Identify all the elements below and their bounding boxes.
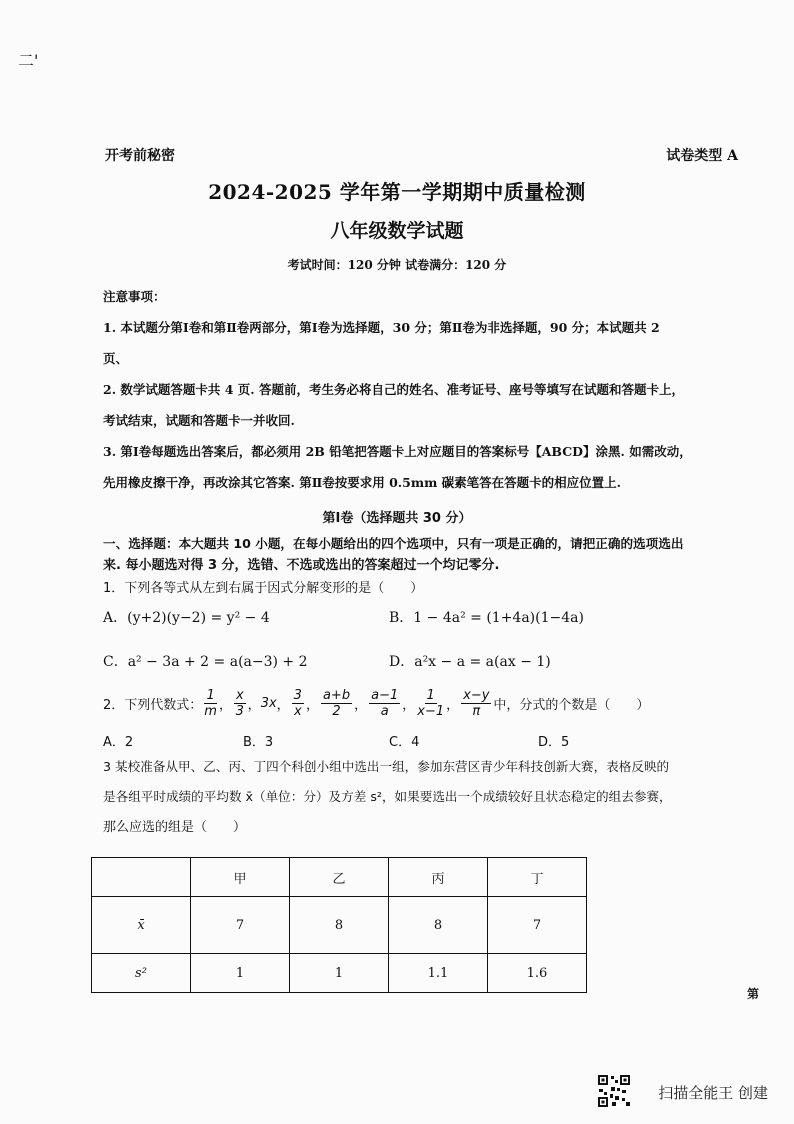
note-line: 2. 数学试题答题卡共 4 页. 答题前，考生务必将自己的姓名、准考证号、座号等填写在试题和答题卡上，	[103, 382, 685, 397]
fraction-denominator: 2	[332, 704, 341, 719]
fraction-numerator: 1	[206, 688, 215, 703]
exam-subtitle: 八年级数学试题	[330, 220, 464, 242]
note-line: 3. 第Ⅰ卷每题选出答案后，都必须用 2B 铅笔把答题卡上对应题目的答案标号【ABCD】涂黑. 如需改动，	[103, 444, 692, 459]
q2-option-a: A．2	[103, 735, 134, 750]
q3-stats-table	[91, 857, 587, 993]
fraction-numerator: x	[235, 688, 244, 703]
fraction-7	[461, 688, 491, 719]
table-header-cell: 丁	[488, 858, 587, 897]
table-cell: 8	[389, 897, 488, 954]
table-cell: 1	[290, 954, 389, 993]
table-cell: 1	[191, 954, 290, 993]
fraction-denominator: π	[472, 704, 481, 719]
fraction-2	[234, 688, 246, 719]
q3-line2: 是各组平时成绩的平均数 x̄（单位：分）及方差 s²，如果要选出一个成绩较好且状态稳定的组去参赛，	[103, 789, 672, 804]
note-line: 1. 本试题分第Ⅰ卷和第Ⅱ卷两部分，第Ⅰ卷为选择题，30 分；第Ⅱ卷为非选择题，90 分；本试题共 2	[103, 320, 660, 335]
paper-type-label: 试卷类型 A	[666, 148, 738, 164]
fraction-denominator: x−1	[417, 704, 445, 719]
table-cell: s²	[92, 954, 191, 993]
q2-option-d: D．5	[538, 735, 570, 750]
q2-option-b: B．3	[243, 735, 274, 750]
table-header-row	[92, 858, 587, 897]
scanner-watermark: 扫描全能王 创建	[658, 1084, 768, 1102]
fraction-5	[369, 688, 400, 719]
notes-heading: 注意事项：	[103, 289, 166, 304]
table-cell: 1.1	[389, 954, 488, 993]
q1-option-a: A．(y+2)(y−2) = y² − 4	[103, 610, 270, 626]
note-line: 页、	[103, 351, 129, 366]
table-header-cell: 甲	[191, 858, 290, 897]
fraction-denominator: m	[204, 704, 217, 719]
q1-stem: 1．下列各等式从左到右属于因式分解变形的是（ ）	[103, 581, 424, 596]
fraction-1	[204, 688, 217, 719]
q1-option-c: C．a² − 3a + 2 = a(a−3) + 2	[103, 654, 308, 670]
part1-title: 第Ⅰ卷（选择题共 30 分）	[322, 511, 472, 526]
table-header-cell	[92, 858, 191, 897]
corner-mark: 二'	[18, 51, 39, 70]
table-cell: 7	[191, 897, 290, 954]
table-row	[92, 897, 587, 954]
fraction-numerator: 1	[426, 688, 435, 703]
q2-suffix: 中，分式的个数是（ ）	[493, 698, 650, 713]
q3-line3: 那么应选的组是（ ）	[103, 820, 247, 835]
table-cell: 1.6	[488, 954, 587, 993]
note-line: 考试结束，试题和答题卡一并收回.	[103, 413, 295, 428]
table-header-cell: 丙	[389, 858, 488, 897]
q1-option-d: D．a²x − a = a(ax − 1)	[389, 654, 551, 670]
note-line: 先用橡皮擦干净，再改涂其它答案. 第Ⅱ卷按要求用 0.5mm 碳素笔答在答题卡的相应位置上.	[103, 475, 621, 490]
fraction-numerator: a+b	[322, 688, 351, 703]
section1-line1: 一、选择题：本大题共 10 小题，在每小题给出的四个选项中，只有一项是正确的，请把正确的选项选出	[103, 536, 684, 551]
fraction-numerator: 3	[293, 688, 302, 703]
fraction-denominator: a	[380, 704, 389, 719]
fraction-denominator: x	[293, 704, 302, 719]
q2-prefix: 2．下列代数式：	[103, 698, 203, 713]
fraction-4	[321, 688, 352, 719]
page-number-fragment: 第	[747, 987, 760, 1001]
table-cell: 8	[290, 897, 389, 954]
secret-label: 开考前秘密	[105, 148, 175, 164]
exam-info: 考试时间：120 分钟 试卷满分：120 分	[287, 258, 507, 272]
table-header-cell: 乙	[290, 858, 389, 897]
q3-line1: 3 某校准备从甲、乙、丙、丁四个科创小组中选出一组，参加东营区青少年科技创新大赛，表格反映的	[103, 759, 670, 774]
fraction-denominator: 3	[235, 704, 244, 719]
fraction-3	[292, 688, 304, 719]
fraction-numerator: a−1	[371, 688, 399, 703]
fraction-numerator: x−y	[463, 688, 490, 703]
q2-stem: 2．下列代数式： $\frac{1}{m}$ ， $\frac{x}{3}$ ， 3x ， $\frac{3}{x}$ ， $\frac{a+b}{2}$ ， $\frac{a-1}{a}$ ， $\frac{1}{x-1}$ ， $\frac{x-y}{\pi}$ 中，分式的个数是（ ）	[103, 688, 650, 719]
section1-line2: 来. 每小题选对得 3 分，选错、不选或选出的答案超过一个均记零分.	[103, 558, 500, 573]
qr-code-icon	[597, 1074, 631, 1108]
table-cell: x̄	[92, 897, 191, 954]
table-row	[92, 954, 587, 993]
fraction-6	[417, 688, 444, 719]
q2-option-c: C．4	[389, 735, 420, 750]
term-3x: 3x	[260, 696, 277, 711]
table-cell: 7	[488, 897, 587, 954]
exam-title: 2024-2025 学年第一学期期中质量检测	[208, 180, 586, 204]
q1-option-b: B．1 − 4a² = (1+4a)(1−4a)	[389, 610, 584, 626]
